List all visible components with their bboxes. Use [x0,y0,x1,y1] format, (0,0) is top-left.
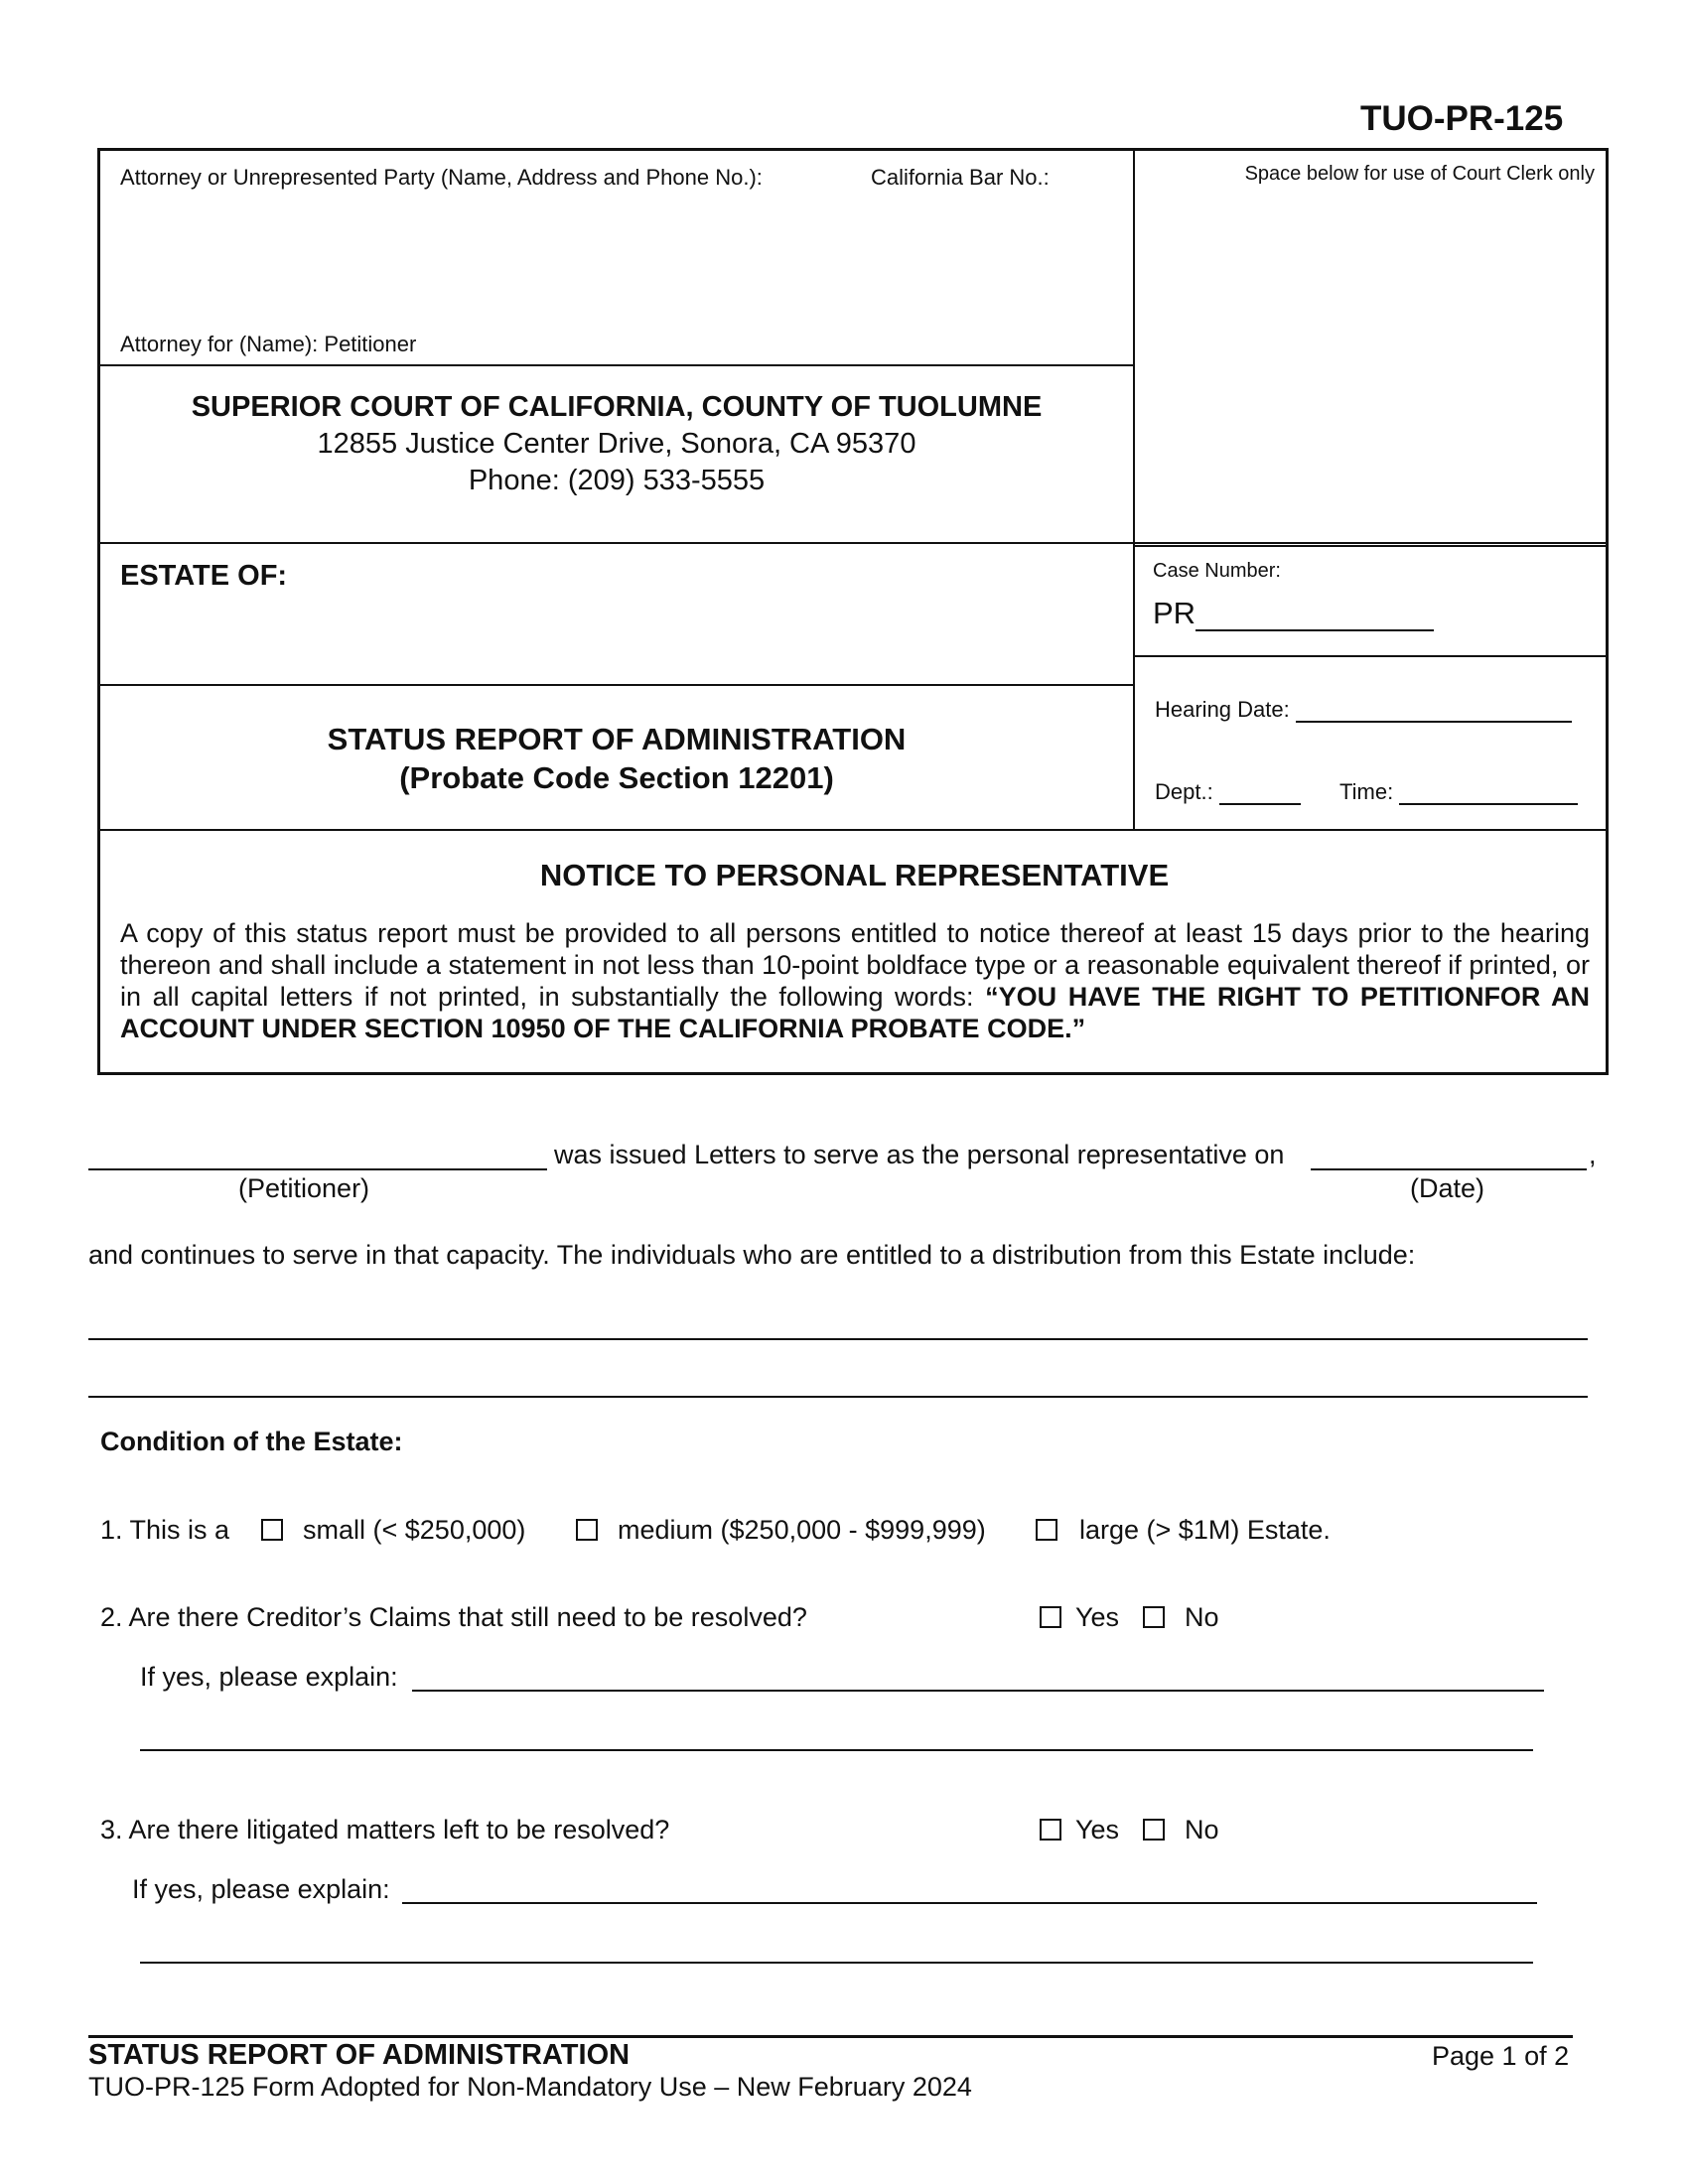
notice-title: NOTICE TO PERSONAL REPRESENTATIVE [539,858,1170,892]
hearing-date-label: Hearing Date: [1155,697,1290,722]
large-estate-checkbox[interactable] [1036,1519,1057,1541]
date-comma: , [1589,1140,1597,1169]
divider-title [100,829,1609,831]
attorney-for: Attorney for (Name): Petitioner [120,332,417,356]
header-table [97,148,1609,1075]
hearing-date-field[interactable] [1155,697,1572,723]
attorney-label: Attorney or Unrepresented Party (Name, Address and Phone No.): [120,165,763,190]
q3-explain-line-2[interactable] [140,1962,1533,1964]
q1-small-label: small (< $250,000) [303,1515,526,1545]
footer-title: STATUS REPORT OF ADMINISTRATION [88,2039,631,2071]
divider-court [100,542,1609,544]
q3-text: 3. Are there litigated matters left to be resolved? [100,1815,670,1844]
q3-yes-checkbox[interactable] [1040,1819,1061,1841]
court-block [100,389,1133,499]
estate-input[interactable] [349,560,1103,659]
title-line1: STATUS REPORT OF ADMINISTRATION [327,722,907,756]
attorney-input-area[interactable] [118,201,1111,320]
footer-rule [88,2035,1573,2038]
dept-field[interactable] [1155,779,1301,805]
medium-estate-checkbox[interactable] [576,1519,598,1541]
court-address: 12855 Justice Center Drive, Sonora, CA 95370 [317,428,916,460]
issued-text: was issued Letters to serve as the personal representative on [554,1140,1285,1169]
time-blank[interactable] [1399,781,1578,805]
dept-label: Dept.: [1155,779,1213,804]
q1-large-label: large (> $1M) Estate. [1079,1515,1331,1545]
divider-case [1133,655,1609,657]
q3-explain-label: If yes, please explain: [132,1874,390,1904]
form-id: TUO-PR-125 [1360,99,1564,138]
q1-medium-label: medium ($250,000 - $999,999) [618,1515,986,1545]
q2-explain-line-1[interactable] [412,1690,1544,1692]
time-field[interactable] [1339,779,1578,805]
q2-text: 2. Are there Creditor’s Claims that still need to be resolved? [100,1602,807,1632]
petitioner-blank[interactable] [88,1168,547,1170]
footer-subtitle: TUO-PR-125 Form Adopted for Non-Mandatory Use – New February 2024 [88,2072,972,2102]
case-prefix: PR [1153,596,1196,630]
petitioner-caption: (Petitioner) [238,1173,370,1203]
estate-label: ESTATE OF: [120,560,288,592]
dept-blank[interactable] [1219,781,1301,805]
q2-yes-checkbox[interactable] [1040,1606,1061,1628]
q3-no-checkbox[interactable] [1143,1819,1165,1841]
divider-clerk-double [1133,545,1609,547]
column-divider [1133,151,1135,829]
title-line2: (Probate Code Section 12201) [399,760,834,795]
small-estate-checkbox[interactable] [261,1519,283,1541]
continues-text: and continues to serve in that capacity. The individuals who are entitled to a distribution from this Estate include: [88,1240,1416,1270]
q1-prefix: 1. This is a [100,1515,230,1545]
bar-label: California Bar No.: [871,165,1050,190]
q2-explain-label: If yes, please explain: [140,1662,398,1692]
time-label: Time: [1339,779,1394,804]
q2-no-checkbox[interactable] [1143,1606,1165,1628]
notice-body [120,917,1590,1044]
case-number-field[interactable] [1153,596,1434,631]
divider-attorney [100,364,1133,366]
q2-explain-line-2[interactable] [140,1749,1533,1751]
title-block [100,720,1133,797]
q2-yes-label: Yes [1075,1602,1120,1632]
date-caption: (Date) [1410,1173,1485,1203]
case-number-blank[interactable] [1196,600,1434,631]
clerk-label: Space below for use of Court Clerk only [1244,163,1595,185]
case-number-label: Case Number: [1153,560,1281,582]
court-phone: Phone: (209) 533-5555 [468,465,766,496]
q3-explain-line-1[interactable] [402,1902,1537,1904]
distributees-line-2[interactable] [88,1396,1588,1398]
notice-bold-text: “YOU HAVE THE RIGHT TO PETITIONFOR AN ACCOUNT UNDER SECTION 10950 OF THE CALIFORNIA PROBATE CODE.” [120,982,1590,1043]
notice-text: A copy of this status report must be provided to all persons entitled to notice thereof at least 15 days prior to the hearing thereon and shall include a statement in not less than 10-point boldface type or a reasonable equivalent thereof if printed, or in all capital letters if not printed, in substantially the following words: [120,918,1590,1012]
hearing-date-blank[interactable] [1296,699,1572,723]
condition-heading: Condition of the Estate: [100,1427,403,1456]
q3-yes-label: Yes [1075,1815,1120,1844]
q2-no-label: No [1185,1602,1219,1632]
q3-no-label: No [1185,1815,1219,1844]
distributees-line-1[interactable] [88,1338,1588,1340]
court-name: SUPERIOR COURT OF CALIFORNIA, COUNTY OF TUOLUMNE [191,391,1043,423]
date-blank[interactable] [1311,1168,1587,1170]
divider-estate [100,684,1133,686]
footer-page: Page 1 of 2 [1432,2041,1570,2071]
